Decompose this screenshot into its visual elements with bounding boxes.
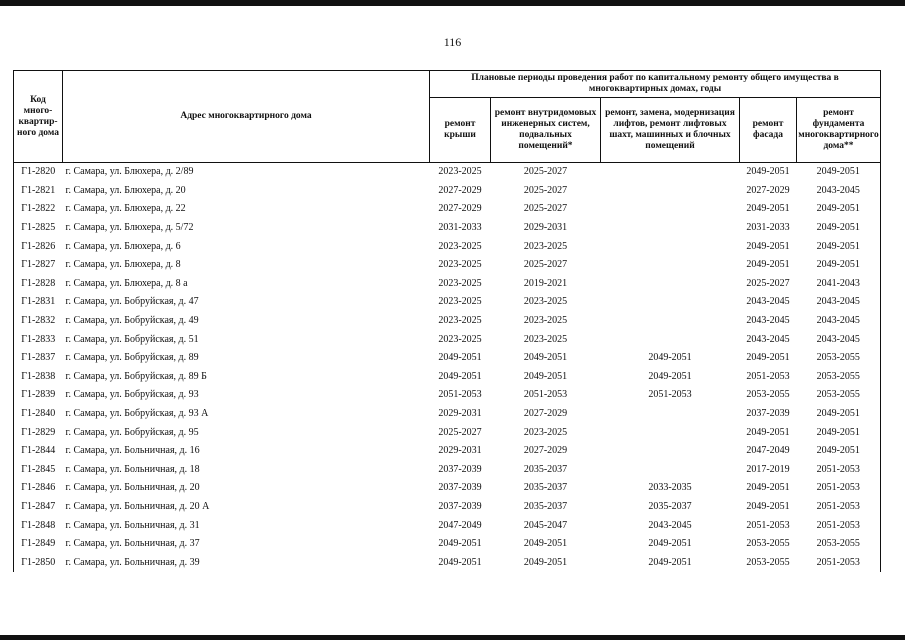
cell-foundation: 2049-2051 [797, 219, 881, 238]
header-facade: ремонт фасада [740, 98, 797, 163]
cell-address: г. Самара, ул. Бобруйская, д. 95 [65, 426, 199, 438]
cell-roof: 2029-2031 [438, 445, 482, 457]
cell-foundation: 2043-2045 [797, 293, 881, 312]
cell-systems: 2025-2027 [523, 259, 568, 271]
cell-systems: 2049-2051 [523, 556, 568, 568]
cell-code: Г1-2825 [14, 219, 63, 238]
cell-elevators: 2049-2051 [648, 556, 692, 568]
cell-systems: 2023-2025 [523, 296, 568, 308]
cell-foundation: 2053-2055 [797, 368, 881, 387]
cell-code: Г1-2829 [14, 423, 63, 442]
cell-code: Г1-2847 [14, 498, 63, 517]
cell-code: Г1-2838 [14, 368, 63, 387]
cell-systems: 2035-2037 [523, 500, 568, 512]
cell-address: г. Самара, ул. Блюхера, д. 2/89 [65, 166, 194, 178]
cell-address: г. Самара, ул. Больничная, д. 37 [65, 538, 200, 550]
cell-elevators [601, 330, 740, 349]
header-group: Плановые периоды проведения работ по капитальному ремонту общего имущества в многоквартирных домах, годы [430, 71, 881, 98]
table-row [14, 237, 881, 256]
cell-roof: 2047-2049 [438, 519, 482, 531]
cell-elevators: 2035-2037 [648, 500, 692, 512]
cell-systems: 2029-2031 [523, 222, 568, 234]
cell-address: г. Самара, ул. Блюхера, д. 6 [65, 240, 181, 252]
cell-elevators: 2033-2035 [648, 482, 692, 494]
cell-roof: 2025-2027 [438, 426, 482, 438]
cell-facade: 2027-2029 [746, 184, 790, 196]
header-code: Код много-квартир-ного дома [14, 71, 63, 163]
cell-address: г. Самара, ул. Бобруйская, д. 93 А [65, 408, 209, 420]
cell-code: Г1-2826 [14, 237, 63, 256]
cell-systems: 2035-2037 [523, 482, 568, 494]
cell-facade: 2053-2055 [746, 389, 790, 401]
cell-systems: 2049-2051 [523, 370, 568, 382]
cell-code: Г1-2837 [14, 349, 63, 368]
cell-facade: 2053-2055 [746, 556, 790, 568]
cell-address: г. Самара, ул. Бобруйская, д. 93 [65, 389, 199, 401]
cell-roof: 2037-2039 [438, 500, 482, 512]
cell-facade: 2043-2045 [746, 315, 790, 327]
cell-roof: 2037-2039 [438, 482, 482, 494]
cell-address: г. Самара, ул. Больничная, д. 18 [65, 463, 200, 475]
cell-address: г. Самара, ул. Блюхера, д. 22 [65, 203, 186, 215]
cell-elevators [601, 237, 740, 256]
cell-facade: 2049-2051 [746, 352, 790, 364]
cell-facade: 2049-2051 [746, 203, 790, 215]
cell-systems: 2051-2053 [523, 389, 568, 401]
table-row [14, 386, 881, 405]
cell-code: Г1-2832 [14, 312, 63, 331]
cell-facade: 2043-2045 [746, 333, 790, 345]
cell-facade: 2049-2051 [746, 482, 790, 494]
cell-foundation: 2053-2055 [797, 386, 881, 405]
cell-code: Г1-2845 [14, 461, 63, 480]
cell-code: Г1-2828 [14, 275, 63, 294]
cell-foundation: 2043-2045 [797, 312, 881, 331]
cell-address: г. Самара, ул. Бобруйская, д. 89 Б [65, 370, 207, 382]
cell-systems: 2049-2051 [523, 538, 568, 550]
cell-elevators [601, 442, 740, 461]
cell-code: Г1-2839 [14, 386, 63, 405]
cell-systems: 2019-2021 [523, 277, 568, 289]
cell-facade: 2049-2051 [746, 240, 790, 252]
cell-code: Г1-2822 [14, 200, 63, 219]
table-row [14, 200, 881, 219]
cell-foundation: 2051-2053 [797, 516, 881, 535]
cell-foundation: 2043-2045 [797, 330, 881, 349]
cell-facade: 2049-2051 [746, 500, 790, 512]
cell-code: Г1-2821 [14, 182, 63, 201]
cell-roof: 2023-2025 [438, 240, 482, 252]
table-row [14, 498, 881, 517]
page-number: 116 [443, 35, 462, 49]
cell-foundation: 2049-2051 [797, 237, 881, 256]
cell-facade: 2053-2055 [746, 538, 790, 550]
table-row [14, 330, 881, 349]
cell-foundation: 2049-2051 [797, 405, 881, 424]
cell-elevators [601, 163, 740, 182]
cell-roof: 2027-2029 [438, 203, 482, 215]
table-row [14, 163, 881, 182]
cell-facade: 2031-2033 [746, 222, 790, 234]
cell-facade: 2025-2027 [746, 277, 790, 289]
header-roof: ремонт крыши [430, 98, 491, 163]
table-row [14, 423, 881, 442]
cell-elevators: 2043-2045 [648, 519, 692, 531]
cell-address: г. Самара, ул. Блюхера, д. 20 [65, 184, 186, 196]
table-row [14, 219, 881, 238]
cell-elevators: 2049-2051 [648, 370, 692, 382]
cell-foundation: 2053-2055 [797, 535, 881, 554]
table-row [14, 349, 881, 368]
cell-roof: 2029-2031 [438, 408, 482, 420]
bottom-border [0, 635, 905, 640]
cell-elevators [601, 200, 740, 219]
cell-roof: 2049-2051 [438, 538, 482, 550]
cell-roof: 2023-2025 [438, 277, 482, 289]
cell-elevators [601, 461, 740, 480]
cell-elevators [601, 182, 740, 201]
cell-facade: 2037-2039 [746, 408, 790, 420]
table-row [14, 368, 881, 387]
cell-elevators [601, 312, 740, 331]
cell-foundation: 2049-2051 [797, 256, 881, 275]
header-systems: ремонт внутридомовых инженерных систем, подвальных помещений* [491, 98, 601, 163]
cell-code: Г1-2827 [14, 256, 63, 275]
cell-foundation: 2051-2053 [797, 498, 881, 517]
cell-address: г. Самара, ул. Блюхера, д. 8 [65, 259, 181, 271]
cell-roof: 2027-2029 [438, 184, 482, 196]
cell-roof: 2031-2033 [438, 222, 482, 234]
cell-code: Г1-2849 [14, 535, 63, 554]
cell-elevators [601, 219, 740, 238]
cell-facade: 2049-2051 [746, 426, 790, 438]
cell-foundation: 2049-2051 [797, 423, 881, 442]
table-body [14, 163, 881, 573]
cell-foundation: 2043-2045 [797, 182, 881, 201]
cell-elevators [601, 256, 740, 275]
cell-facade: 2049-2051 [746, 259, 790, 271]
table-row [14, 461, 881, 480]
cell-facade: 2051-2053 [746, 370, 790, 382]
cell-roof: 2051-2053 [438, 389, 482, 401]
cell-address: г. Самара, ул. Блюхера, д. 8 а [65, 277, 188, 289]
cell-address: г. Самара, ул. Больничная, д. 20 [65, 482, 200, 494]
header-foundation: ремонт фундамента многоквартирного дома** [797, 98, 881, 163]
cell-roof: 2049-2051 [438, 370, 482, 382]
cell-systems: 2023-2025 [523, 426, 568, 438]
cell-roof: 2049-2051 [438, 556, 482, 568]
table-row [14, 293, 881, 312]
cell-systems: 2023-2025 [523, 240, 568, 252]
cell-systems: 2023-2025 [523, 333, 568, 345]
table-row [14, 479, 881, 498]
cell-foundation: 2049-2051 [797, 442, 881, 461]
cell-code: Г1-2820 [14, 163, 63, 182]
cell-foundation: 2053-2055 [797, 349, 881, 368]
cell-systems: 2049-2051 [523, 352, 568, 364]
cell-facade: 2049-2051 [746, 166, 790, 178]
cell-code: Г1-2848 [14, 516, 63, 535]
cell-roof: 2023-2025 [438, 259, 482, 271]
cell-roof: 2049-2051 [438, 352, 482, 364]
cell-roof: 2023-2025 [438, 315, 482, 327]
cell-elevators [601, 405, 740, 424]
cell-foundation: 2049-2051 [797, 200, 881, 219]
table-row [14, 182, 881, 201]
header-elevators: ремонт, замена, модернизация лифтов, ремонт лифтовых шахт, машинных и блочных помещений [601, 98, 740, 163]
cell-systems: 2035-2037 [523, 463, 568, 475]
cell-systems: 2025-2027 [523, 166, 568, 178]
table-row [14, 275, 881, 294]
cell-elevators: 2049-2051 [648, 538, 692, 550]
cell-address: г. Самара, ул. Больничная, д. 39 [65, 556, 200, 568]
table-row [14, 256, 881, 275]
cell-foundation: 2049-2051 [797, 163, 881, 182]
header-address: Адрес многоквартирного дома [63, 71, 430, 163]
cell-code: Г1-2844 [14, 442, 63, 461]
capital-repair-table [13, 70, 881, 572]
cell-code: Г1-2833 [14, 330, 63, 349]
cell-roof: 2023-2025 [438, 296, 482, 308]
table-row [14, 535, 881, 554]
cell-address: г. Самара, ул. Больничная, д. 31 [65, 519, 200, 531]
cell-facade: 2051-2053 [746, 519, 790, 531]
cell-foundation: 2051-2053 [797, 479, 881, 498]
table-row [14, 405, 881, 424]
cell-systems: 2025-2027 [523, 203, 568, 215]
cell-elevators [601, 293, 740, 312]
cell-systems: 2027-2029 [523, 445, 568, 457]
cell-roof: 2023-2025 [438, 333, 482, 345]
cell-elevators [601, 423, 740, 442]
table-row [14, 553, 881, 572]
cell-elevators [601, 275, 740, 294]
cell-code: Г1-2831 [14, 293, 63, 312]
cell-code: Г1-2850 [14, 553, 63, 572]
cell-foundation: 2051-2053 [797, 553, 881, 572]
cell-elevators: 2049-2051 [648, 352, 692, 364]
cell-address: г. Самара, ул. Бобруйская, д. 51 [65, 333, 199, 345]
cell-code: Г1-2840 [14, 405, 63, 424]
cell-foundation: 2041-2043 [797, 275, 881, 294]
cell-address: г. Самара, ул. Бобруйская, д. 89 [65, 352, 199, 364]
cell-roof: 2023-2025 [438, 166, 482, 178]
cell-facade: 2043-2045 [746, 296, 790, 308]
top-border [0, 0, 905, 6]
cell-systems: 2027-2029 [523, 408, 568, 420]
cell-address: г. Самара, ул. Блюхера, д. 5/72 [65, 222, 194, 234]
cell-systems: 2045-2047 [523, 519, 568, 531]
table-row [14, 442, 881, 461]
table-row [14, 516, 881, 535]
cell-address: г. Самара, ул. Бобруйская, д. 47 [65, 296, 199, 308]
cell-elevators: 2051-2053 [648, 389, 692, 401]
cell-address: г. Самара, ул. Больничная, д. 16 [65, 445, 200, 457]
cell-facade: 2047-2049 [746, 445, 790, 457]
cell-facade: 2017-2019 [746, 463, 790, 475]
cell-address: г. Самара, ул. Бобруйская, д. 49 [65, 315, 199, 327]
cell-roof: 2037-2039 [438, 463, 482, 475]
cell-code: Г1-2846 [14, 479, 63, 498]
cell-systems: 2023-2025 [523, 315, 568, 327]
cell-foundation: 2051-2053 [797, 461, 881, 480]
cell-address: г. Самара, ул. Больничная, д. 20 А [65, 500, 210, 512]
table-row [14, 312, 881, 331]
cell-systems: 2025-2027 [523, 184, 568, 196]
